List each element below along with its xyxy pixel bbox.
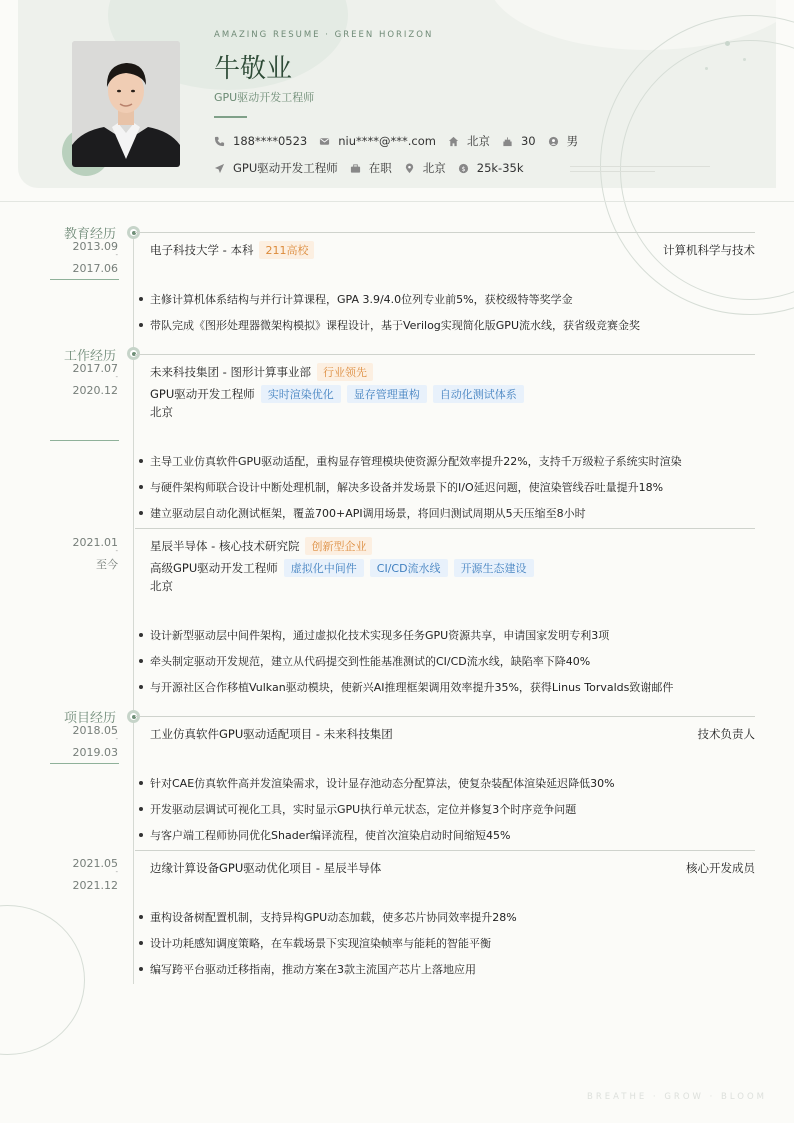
work-dates xyxy=(48,537,118,570)
timeline-axis xyxy=(133,232,134,984)
date-end: 2019.03 xyxy=(72,746,118,759)
list-item: 针对CAE仿真软件高并发渲染需求，设计显存池动态分配算法，使复杂装配体渲染延迟降低30% xyxy=(139,775,615,791)
list-item: 设计功耗感知调度策略，在车载场景下实现渲染帧率与能耗的智能平衡 xyxy=(139,935,491,951)
mail-icon xyxy=(319,136,330,147)
decorative-dot xyxy=(743,58,746,61)
age-item xyxy=(502,134,536,148)
intent-status-text: 在职 xyxy=(368,161,392,175)
list-item: 与硬件架构师联合设计中断处理机制，解决多设备并发场景下的I/O延迟问题，使渲染管线吞吐量提升18% xyxy=(139,479,663,495)
section-title-education: 教育经历 xyxy=(63,227,116,242)
list-item: 重构设备树配置机制，支持异构GPU动态加载，使多芯片协同效率提升28% xyxy=(139,909,517,925)
phone-item xyxy=(214,134,307,148)
section-separator xyxy=(135,232,755,233)
role-name: 高级GPU驱动开发工程师 xyxy=(150,561,278,575)
email-text: niu****@***.com xyxy=(338,134,436,148)
decorative-line xyxy=(570,166,710,167)
major: 计算机科学与技术 xyxy=(663,243,755,257)
list-item: 开发驱动层调试可视化工具，实时显示GPU执行单元状态，定位并修复3个时序竞争问题 xyxy=(139,801,576,817)
role-name: GPU驱动开发工程师 xyxy=(150,387,255,401)
intent-position-text: GPU驱动开发工程师 xyxy=(233,161,338,175)
decorative-dot xyxy=(705,67,708,70)
project-name: 工业仿真软件GPU驱动适配项目 - 未来科技集团 xyxy=(150,727,393,741)
list-item: 牵头制定驱动开发规范，建立从代码提交到性能基准测试的CI/CD流水线，缺陷率下降40% xyxy=(139,653,590,669)
education-header xyxy=(150,241,755,259)
project-role: 技术负责人 xyxy=(697,727,755,741)
portrait-photo xyxy=(72,41,180,167)
list-item: 与开源社区合作移植Vulkan驱动模块，使新兴AI推理框架调用效率提升35%，获得Linus Torvalds致谢邮件 xyxy=(139,679,673,695)
email-item xyxy=(319,134,436,148)
intent-location-item xyxy=(404,160,446,176)
decorative-dot xyxy=(725,41,730,46)
date-end: 2017.06 xyxy=(72,262,118,275)
school-name: 电子科技大学 - 本科 xyxy=(150,243,254,257)
skill-tag: 实时渲染优化 xyxy=(261,385,341,403)
date-start: 2021.01 xyxy=(72,536,118,549)
education-dates xyxy=(48,241,118,274)
date-start: 2021.05 xyxy=(72,857,118,870)
svg-text:$: $ xyxy=(461,164,466,173)
resume-eyebrow: AMAZING RESUME · GREEN HORIZON xyxy=(214,30,434,40)
intent-salary-item xyxy=(458,161,524,175)
job-intent-row xyxy=(214,160,536,176)
intent-location-text: 北京 xyxy=(422,161,446,175)
project-name: 边缘计算设备GPU驱动优化项目 - 星辰半导体 xyxy=(150,861,382,875)
date-dash: - xyxy=(115,373,118,381)
skill-tag: 显存管理重构 xyxy=(347,385,427,403)
list-item: 与客户端工程师协同优化Shader编译流程，使首次渲染启动时间缩短45% xyxy=(139,827,510,843)
cake-icon xyxy=(502,136,513,147)
date-dash: - xyxy=(115,868,118,876)
phone-text: 188****0523 xyxy=(233,134,308,148)
skill-tag: 自动化测试体系 xyxy=(433,385,524,403)
gender-text: 男 xyxy=(566,134,579,148)
list-item: 带队完成《图形处理器微架构模拟》课程设计，基于Verilog实现简化版GPU流水线，获省级竞赛金奖 xyxy=(139,317,640,333)
section-underline xyxy=(50,763,119,764)
school-tag: 211高校 xyxy=(259,241,314,259)
send-icon xyxy=(214,163,225,174)
city-item xyxy=(448,133,490,149)
intent-position-item xyxy=(214,160,338,176)
skill-tag: 虚拟化中间件 xyxy=(284,559,364,577)
work-company-line xyxy=(150,537,755,555)
project-header xyxy=(150,726,755,742)
header-divider xyxy=(0,201,794,202)
date-start: 2018.05 xyxy=(72,724,118,737)
location-pin-icon xyxy=(404,163,415,174)
date-end: 2021.12 xyxy=(72,879,118,892)
list-item: 编写跨平台驱动迁移指南，推动方案在3款主流国产芯片上落地应用 xyxy=(139,961,476,977)
decorative-circle xyxy=(0,905,85,1055)
work-location: 北京 xyxy=(150,579,173,593)
phone-icon xyxy=(214,136,225,147)
project-dates xyxy=(48,725,118,758)
company-name: 星辰半导体 - 核心技术研究院 xyxy=(150,539,300,553)
entry-separator xyxy=(135,528,755,529)
name-underline xyxy=(214,116,247,118)
project-header xyxy=(150,860,755,876)
home-icon xyxy=(448,136,459,147)
company-name: 未来科技集团 - 图形计算事业部 xyxy=(150,365,311,379)
company-tag: 创新型企业 xyxy=(305,537,372,555)
project-role: 核心开发成员 xyxy=(686,861,755,875)
date-start: 2017.07 xyxy=(72,362,118,375)
gender-item xyxy=(548,133,579,149)
intent-status-item xyxy=(350,160,392,176)
candidate-name: 牛敬业 xyxy=(214,54,293,84)
city-text: 北京 xyxy=(466,134,490,148)
contact-row xyxy=(214,133,590,149)
intent-salary-text: 25k-35k xyxy=(476,161,524,175)
gender-icon xyxy=(548,136,559,147)
work-role-line xyxy=(150,385,755,403)
list-item: 主导工业仿真软件GPU驱动适配，重构显存管理模块使资源分配效率提升22%，支持千万级粒子系统实时渲染 xyxy=(139,453,682,469)
section-title-projects: 项目经历 xyxy=(63,711,116,726)
list-item: 主修计算机体系结构与并行计算课程，GPA 3.9/4.0位列专业前5%，获校级特等奖学金 xyxy=(139,291,573,307)
section-underline xyxy=(50,279,119,280)
list-item: 建立驱动层自动化测试框架，覆盖700+API调用场景，将回归测试周期从5天压缩至8小时 xyxy=(139,505,586,521)
briefcase-icon xyxy=(350,163,361,174)
decorative-line xyxy=(570,171,655,172)
date-start: 2013.09 xyxy=(72,240,118,253)
avatar xyxy=(72,41,180,167)
age-text: 30 xyxy=(520,134,536,148)
date-end: 至今 xyxy=(96,558,118,571)
entry-separator xyxy=(135,850,755,851)
work-role-line xyxy=(150,559,755,577)
footer-tagline: BREATHE · GROW · BLOOM xyxy=(587,1092,767,1102)
skill-tag: 开源生态建设 xyxy=(454,559,534,577)
money-icon xyxy=(458,163,469,174)
work-company-line xyxy=(150,363,755,381)
work-dates xyxy=(48,363,118,396)
section-underline xyxy=(50,440,119,441)
date-dash: - xyxy=(115,547,118,555)
list-item: 设计新型驱动层中间件架构，通过虚拟化技术实现多任务GPU资源共享，申请国家发明专利3项 xyxy=(139,627,609,643)
date-end: 2020.12 xyxy=(72,384,118,397)
project-dates xyxy=(48,858,118,891)
date-dash: - xyxy=(115,251,118,259)
candidate-title: GPU驱动开发工程师 xyxy=(214,91,315,104)
section-separator xyxy=(135,716,755,717)
date-dash: - xyxy=(115,735,118,743)
section-separator xyxy=(135,354,755,355)
company-tag: 行业领先 xyxy=(317,363,373,381)
section-title-work: 工作经历 xyxy=(63,349,116,364)
skill-tag: CI/CD流水线 xyxy=(370,559,448,577)
work-location: 北京 xyxy=(150,405,173,419)
